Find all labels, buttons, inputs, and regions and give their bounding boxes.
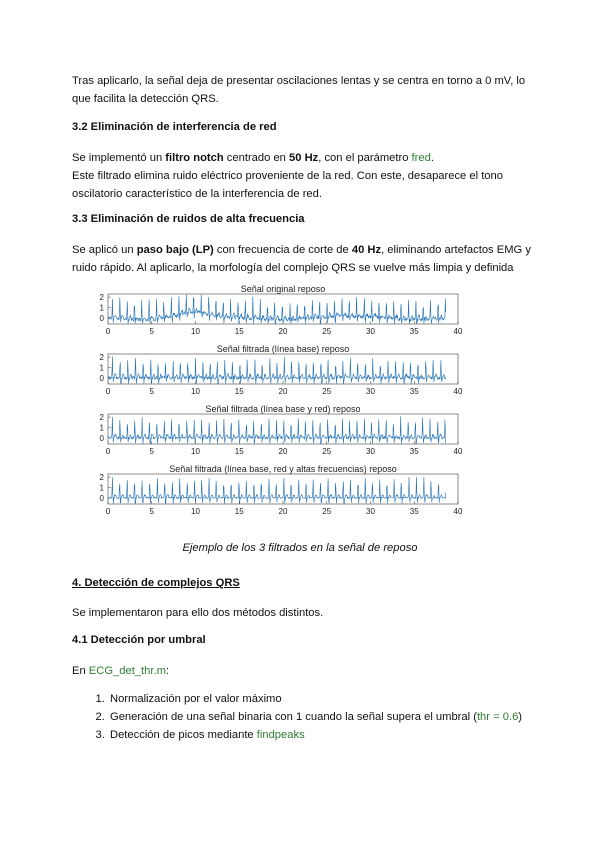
- paragraph-lowpass: Se aplicó un paso bajo (LP) con frecuencia de corte de 40 Hz, eliminando artefactos EMG y ruido rápido. Al aplicarlo, la morfología del complejo QRS se vuelve más limpia y definida: [72, 244, 531, 274]
- x-tick-label: 10: [191, 327, 200, 336]
- steps-list: [72, 690, 578, 744]
- x-tick-label: 25: [322, 507, 332, 516]
- x-tick-label: 5: [149, 387, 154, 396]
- panel-title: Señal filtrada (línea base) reposo: [216, 344, 350, 354]
- x-tick-label: 40: [453, 507, 463, 516]
- x-tick-label: 0: [105, 387, 111, 396]
- y-tick-label: 1: [99, 363, 104, 373]
- x-tick-label: 20: [278, 327, 288, 336]
- list-item: 2. Generación de una señal binaria con 1 cuando la señal supera el umbral (thr = 0.6): [108, 708, 578, 726]
- section-heading-3-3: 3.3 Eliminación de ruidos de alta frecuencia: [72, 213, 305, 225]
- x-tick-label: 40: [453, 447, 463, 456]
- x-tick-label: 15: [234, 447, 244, 456]
- x-tick-label: 20: [278, 387, 288, 396]
- x-tick-label: 5: [149, 507, 154, 516]
- paragraph-methods: Se implementaron para ello dos métodos distintos.: [72, 607, 324, 619]
- section-heading-4: 4. Detección de complejos QRS: [72, 577, 240, 589]
- y-tick-label: 2: [99, 293, 104, 303]
- y-tick-label: 0: [99, 373, 104, 383]
- ecg-series-line: [108, 416, 446, 443]
- y-tick-label: 1: [99, 303, 104, 313]
- list-item: 3. Detección de picos mediante findpeaks: [108, 726, 578, 744]
- x-tick-label: 10: [191, 447, 200, 456]
- x-tick-label: 0: [105, 447, 111, 456]
- x-tick-label: 35: [409, 507, 419, 516]
- x-tick-label: 35: [409, 327, 419, 336]
- x-tick-label: 30: [366, 447, 375, 456]
- section-heading-4-1: 4.1 Detección por umbral: [72, 634, 206, 646]
- x-tick-label: 15: [234, 507, 244, 516]
- ecg-filter-figure: [86, 282, 466, 527]
- x-tick-label: 5: [149, 447, 154, 456]
- ecg-series-line: [108, 357, 446, 384]
- x-tick-label: 30: [366, 327, 375, 336]
- list-item: 1. Normalización por el valor máximo: [108, 690, 578, 708]
- panel-title: Señal original reposo: [240, 284, 326, 294]
- x-tick-label: 25: [322, 327, 332, 336]
- x-tick-label: 30: [366, 507, 375, 516]
- x-tick-label: 30: [366, 387, 375, 396]
- x-tick-label: 5: [149, 327, 154, 336]
- x-tick-label: 35: [409, 387, 419, 396]
- x-tick-label: 25: [322, 387, 332, 396]
- paragraph-file: En ECG_det_thr.m:: [72, 665, 170, 677]
- y-tick-label: 0: [99, 313, 104, 323]
- panel-axes: [108, 474, 458, 504]
- paragraph-notch: Se implementó un filtro notch centrado en 50 Hz, con el parámetro fred. Este filtrado elimina ruido eléctrico proveniente de la red. Con este, desaparece el tono oscilatorio característico de la interferencia de red.: [72, 152, 503, 200]
- code-fred: fred: [411, 152, 431, 164]
- x-tick-label: 15: [234, 327, 244, 336]
- paragraph-intro: Tras aplicarlo, la señal deja de presentar oscilaciones lentas y se centra en torno a 0 mV, lo que facilita la detección QRS.: [72, 75, 526, 105]
- x-tick-label: 20: [278, 507, 288, 516]
- x-tick-label: 10: [191, 507, 200, 516]
- panel-title: Señal filtrada (línea base y red) reposo: [205, 404, 361, 414]
- section-heading-3-2: 3.2 Eliminación de interferencia de red: [72, 121, 277, 133]
- ecg-series-line: [108, 477, 446, 504]
- x-tick-label: 40: [453, 387, 463, 396]
- y-tick-label: 1: [99, 483, 104, 493]
- panel-title: Señal filtrada (línea base, red y altas frecuencias) reposo: [169, 464, 397, 474]
- y-tick-label: 2: [99, 353, 104, 363]
- y-tick-label: 0: [99, 433, 104, 443]
- ecg-series-line: [108, 295, 446, 324]
- code-filename: ECG_det_thr.m: [88, 665, 166, 677]
- x-tick-label: 40: [453, 327, 463, 336]
- y-tick-label: 0: [99, 493, 104, 503]
- y-tick-label: 2: [99, 413, 104, 423]
- x-tick-label: 25: [322, 447, 332, 456]
- x-tick-label: 0: [105, 507, 111, 516]
- y-tick-label: 1: [99, 423, 104, 433]
- panel-axes: [108, 354, 458, 384]
- x-tick-label: 35: [409, 447, 419, 456]
- x-tick-label: 20: [278, 447, 288, 456]
- x-tick-label: 10: [191, 387, 200, 396]
- figure-caption: Ejemplo de los 3 filtrados en la señal de reposo: [182, 542, 418, 554]
- x-tick-label: 15: [234, 387, 244, 396]
- x-tick-label: 0: [105, 327, 111, 336]
- y-tick-label: 2: [99, 473, 104, 483]
